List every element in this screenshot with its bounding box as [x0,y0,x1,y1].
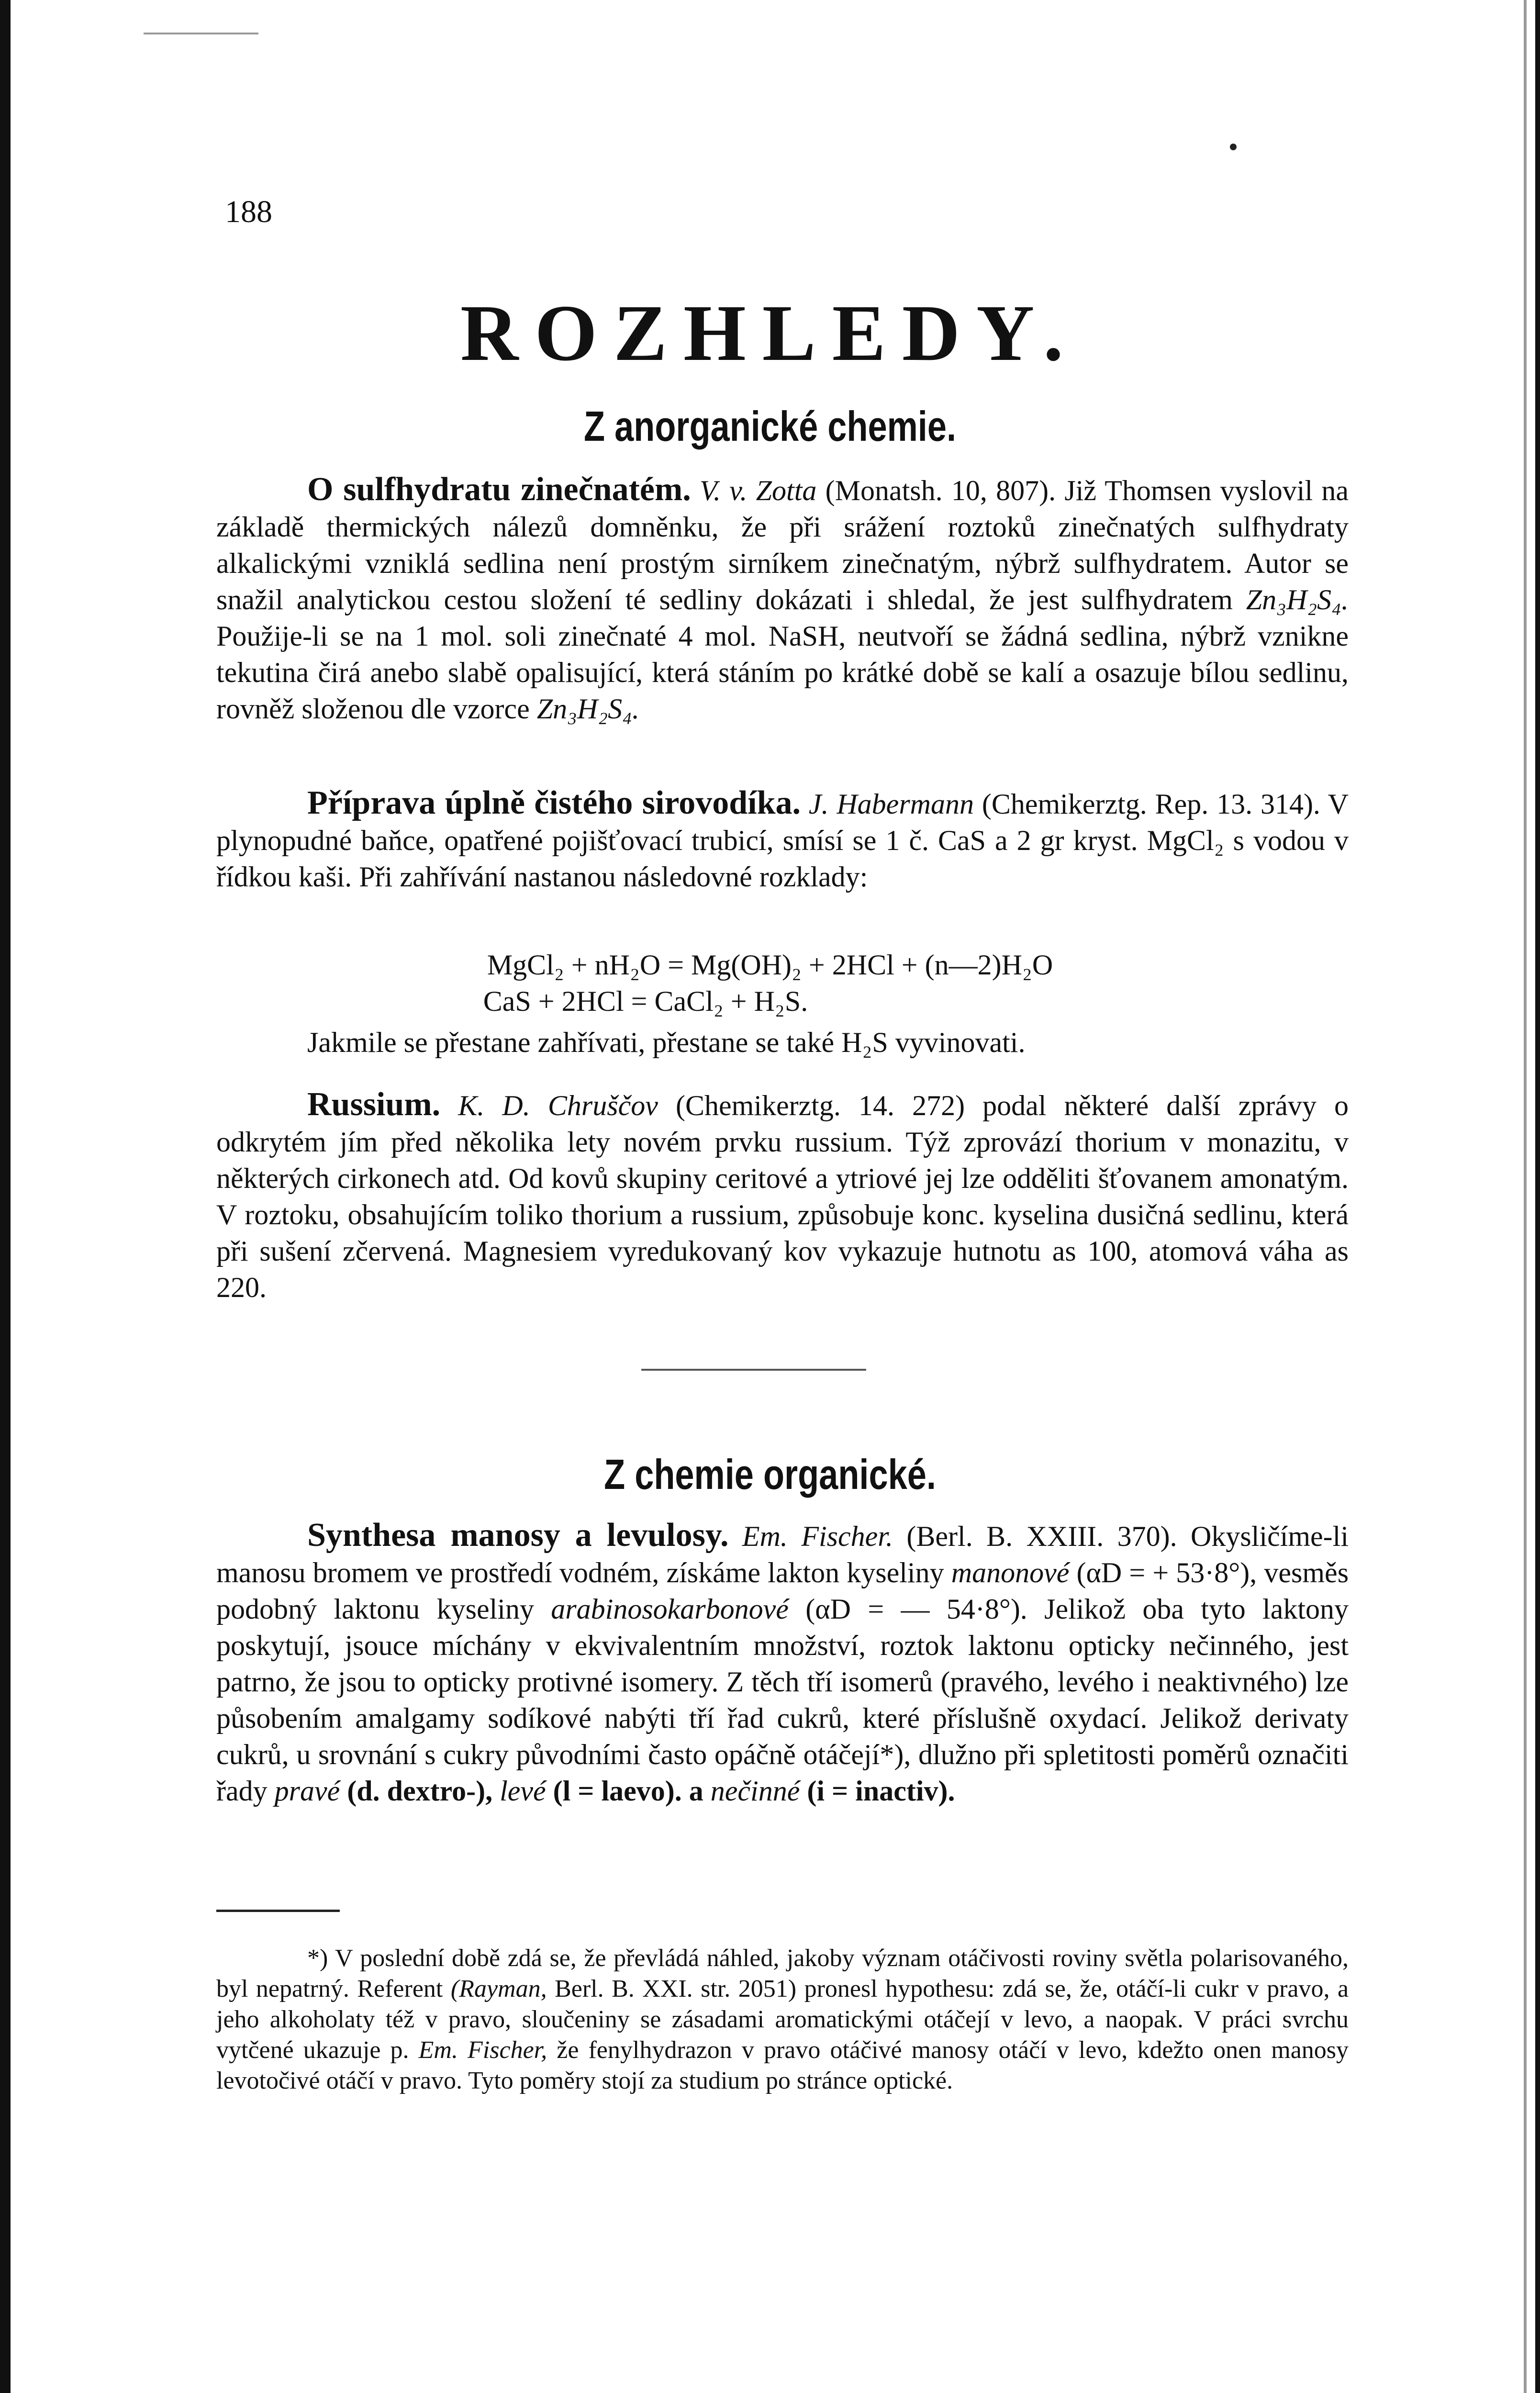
d-note: (d. dextro-), [347,1775,493,1807]
article-heading: Příprava úplně čistého sirovodíka. [307,784,801,821]
article-russium [216,1086,1349,1306]
section-title-inorganic: Z anorganické chemie. [583,403,957,450]
article-heading: O sulfhydratu zinečnatém. [307,471,691,508]
section-divider [641,1369,866,1371]
article-text: Jelikož oba tyto laktony poskytují, jsouce míchány v ekvivalentním množství, roztok laktonu opticky nečinného, jest patrno, že jsou to opticky protivné isomery. Z těch tří isomerů (pravého, levého i neaktivného) lze působením amalgamy sodíkové nabýti tří řad cukrů, které příslušně oxydací. Jelikož derivaty cukrů, u srovnání s cukry původními často opáčně otáčejí*), dlužno při spletitosti poměrů označiti řady [216,1593,1349,1807]
term-arabinosokarbonove: arabinosokarbonové [551,1593,789,1625]
footnote-ref: (Rayman, [450,1975,547,2002]
section-title-organic: Z chemie organické. [604,1451,936,1498]
chemical-formula: Zn₃H₂S₄. [1246,584,1349,615]
footnote-rule [216,1910,340,1912]
article-text: Jakmile se přestane zahřívati, přestane se také H₂S vyvinovati. [307,1027,1026,1058]
rotation-value: (αD = — 54·8°). [805,1593,1027,1625]
article-author: K. D. Chruščov [458,1090,658,1121]
page-title: ROZHLEDY. [460,289,1080,378]
article-author: V. v. Zotta [700,475,817,506]
article-author: Em. Fischer. [742,1521,893,1552]
footnote [216,1943,1349,2096]
i-note: (i = inactiv). [807,1775,955,1807]
scan-artifact-line [144,33,258,34]
term-leve: levé [500,1775,546,1807]
article-heading: Synthesa manosy a levulosy. [307,1517,729,1554]
footnote-ref: Em. Fischer, [418,2036,547,2064]
article-synthesa [216,1517,1349,1809]
term-necinne: nečinné [710,1775,800,1807]
article-text: Již Thomsen vyslovil na základě thermických nálezů domněnku, že při srážení roztoků zinečnatých sulfhydraty alkalickými vzniklá sedlina není prostým sirníkem zinečnatým, nýbrž sulfhydratem. Autor se snažil analytickou cestou složení té sedliny dokázati i shledal, že jest sulfhydratem [216,475,1349,615]
article-sulfhydrat [216,471,1349,727]
footnote-text: že fenylhydrazon v pravo otáčivé manosy otáčí v levo, kdežto onen manosy levotočivé otáčí v pravo. Tyto poměry stojí za studium po stránce optické. [216,2036,1349,2094]
term-prave: pravé [274,1775,340,1807]
article-text: (Berl. B. XXIII. 370). Okysličíme-li manosu bromem ve prostředí vodném, získáme lakton kyseliny [216,1521,1349,1588]
article-heading: Russium. [307,1086,441,1123]
rotation-value: (αD = + 53·8°), [1076,1557,1257,1588]
article-sirovodik [216,785,1349,895]
equation-2: CaS + 2HCl = CaCl₂ + H₂S. [483,985,808,1017]
article-reference: (Monatsh. 10, 807). [825,475,1056,506]
article-author: J. Habermann [808,788,974,820]
page-number: 188 [225,194,272,229]
equation-1: MgCl₂ + nH₂O = Mg(OH)₂ + 2HCl + (n—2)H₂O [487,949,1053,981]
footnote-text: Berl. B. XXI. str. 2051) pronesl hypothesu: zdá se, že, otáčí-li cukr v pravo, a jeho alkoholaty též v pravo, sloučeniny se zásadami aromatickými otáčejí v levo, a naopak. V práci svrchu vytčené ukazuje p. [216,1975,1349,2064]
chemical-formula: Zn₃H₂S₄. [536,693,639,725]
scan-speck [1230,144,1237,150]
article-sirovodik-cont [216,1024,1349,1061]
l-note: (l = laevo). a [553,1775,703,1807]
article-text: Použije-li se na 1 mol. soli zinečnaté 4 mol. NaSH, neutvoří se žádná sedlina, nýbrž vznikne tekutina čirá anebo slabě opalisující, která stáním po krátké době se kalí a osazuje bílou sedlinu, rovněž složenou dle vzorce [216,620,1349,725]
article-text: (Chemikerztg. Rep. 13. 314). V plynopudné baňce, opatřené pojišťovací trubicí, smísí se 1 č. CaS a 2 gr kryst. MgCl₂ s vodou v řídkou kaši. Při zahřívání nastanou následovné rozklady: [216,788,1349,893]
footnote-text: *) V poslední době zdá se, že převládá náhled, jakoby význam otáčivosti roviny světla polarisovaného, byl nepatrný. Referent [216,1945,1349,2002]
article-text: (Chemikerztg. 14. 272) podal některé další zprávy o odkrytém jím před několika lety novém prvku russium. Týž zprovází thorium v monazitu, v některých cirkonech atd. Od kovů skupiny ceritové a ytriové jej lze odděliti šťovanem amonatým. V roztoku, obsahujícím toliko thorium a russium, způsobuje konc. kyselina dusičná sedlinu, která při sušení zčervená. Magnesiem vyredukovaný kov vykazuje hutnotu as 100, atomová váha as 220. [216,1090,1349,1303]
term-manonove: manonové [951,1557,1070,1588]
article-text: vesměs podobný laktonu kyseliny [216,1557,1349,1625]
